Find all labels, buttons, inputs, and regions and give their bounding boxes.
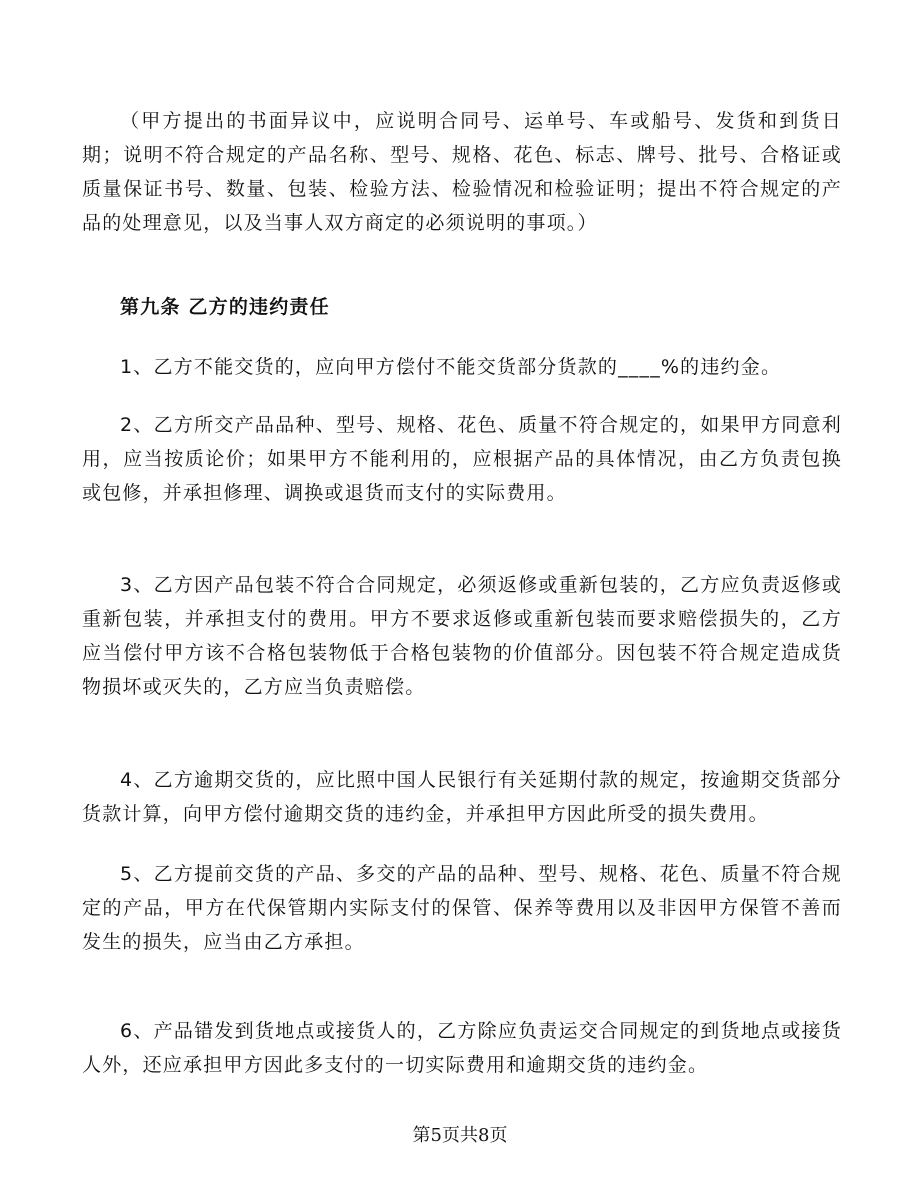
paragraph-clause-6: 6、产品错发到货地点或接货人的，乙方除应负责运交合同规定的到货地点或接货人外，还应承担甲方因此多支付的一切实际费用和逾期交货的违约金。 — [82, 1020, 842, 1076]
paragraph-clause-4: 4、乙方逾期交货的，应比照中国人民银行有关延期付款的规定，按逾期交货部分货款计算，向甲方偿付逾期交货的违约金，并承担甲方因此所受的损失费用。 — [82, 769, 842, 825]
paragraph-clause-2: 2、乙方所交产品品种、型号、规格、花色、质量不符合规定的，如果甲方同意利用，应当按质论价；如果甲方不能利用的，应根据产品的具体情况，由乙方负责包换或包修，并承担修理、调换或退货而支付的实际费用。 — [82, 414, 842, 504]
page-number-footer: 第5页共8页 — [412, 1125, 508, 1146]
section-heading-article-9: 第九条 乙方的违约责任 — [120, 296, 330, 318]
paragraph-clause-1: 1、乙方不能交货的，应向甲方偿付不能交货部分货款的____%的违约金。 — [120, 356, 782, 378]
paragraph-clause-3: 3、乙方因产品包装不符合合同规定，必须返修或重新包装的，乙方应负责返修或重新包装，并承担支付的费用。甲方不要求返修或重新包装而要求赔偿损失的，乙方应当偿付甲方该不合格包装物低于合格包装物的价值部分。因包装不符合规定造成货物损坏或灭失的，乙方应当负责赔偿。 — [82, 574, 842, 698]
paragraph-clause-5: 5、乙方提前交货的产品、多交的产品的品种、型号、规格、花色、质量不符合规定的产品，甲方在代保管期内实际支付的保管、保养等费用以及非因甲方保管不善而发生的损失，应当由乙方承担。 — [82, 863, 842, 953]
paragraph-objection-note: （甲方提出的书面异议中，应说明合同号、运单号、车或船号、发货和到货日期；说明不符合规定的产品名称、型号、规格、花色、标志、牌号、批号、合格证或质量保证书号、数量、包装、检验方法、检验情况和检验证明；提出不符合规定的产品的处理意见，以及当事人双方商定的必须说明的事项。） — [82, 110, 842, 234]
